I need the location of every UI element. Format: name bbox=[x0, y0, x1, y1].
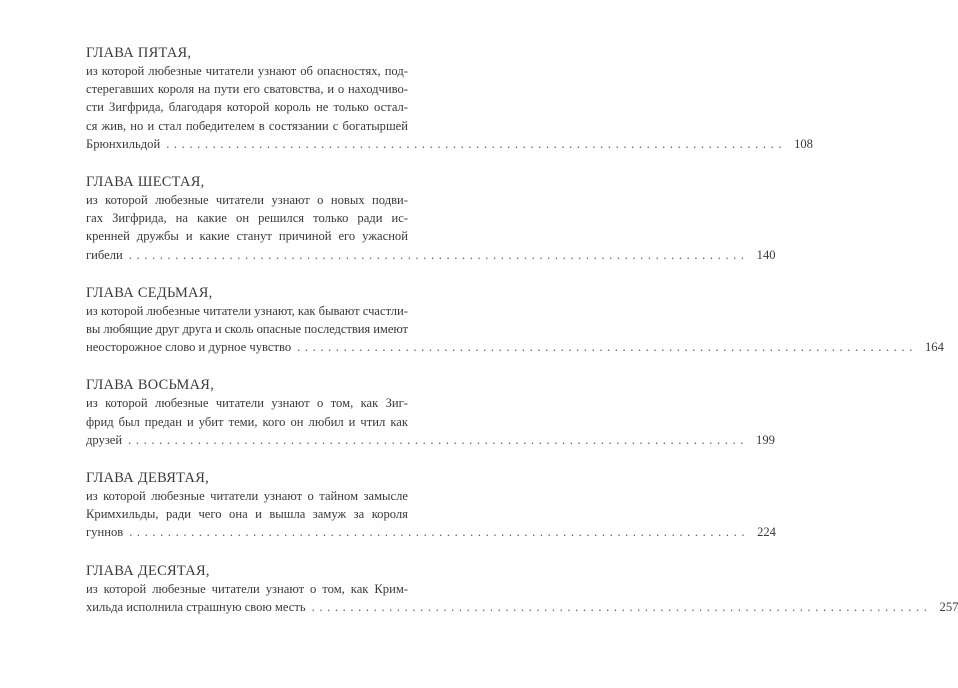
chapter-title: ГЛАВА СЕДЬМАЯ, bbox=[86, 284, 213, 301]
description-last-line bbox=[86, 246, 776, 264]
description-line: хильда исполнила страшную свою месть bbox=[86, 599, 306, 614]
description-line: гуннов bbox=[86, 525, 124, 540]
toc-entry[interactable] bbox=[86, 562, 958, 616]
dot-leader: ................................................................................ bbox=[297, 340, 917, 355]
page-number: 224 bbox=[757, 525, 776, 540]
chapter-title: ГЛАВА ВОСЬМАЯ, bbox=[86, 377, 215, 394]
description-line: друзей bbox=[86, 432, 123, 447]
description-line: гибели bbox=[86, 247, 123, 262]
description-line: из которой любезные читатели узнают о тайном замысле bbox=[86, 489, 408, 504]
toc-entry[interactable] bbox=[86, 44, 813, 153]
toc-entry[interactable] bbox=[86, 284, 944, 357]
page-number: 257 bbox=[939, 599, 958, 614]
description-line: кренней дружбы и какие станут причиной его ужасной bbox=[86, 229, 408, 244]
chapter-description bbox=[86, 302, 944, 357]
description-line: Брюнхильдой bbox=[86, 136, 161, 151]
page-number: 108 bbox=[794, 136, 813, 151]
description-last-line bbox=[86, 338, 944, 356]
page-number: 164 bbox=[925, 340, 944, 355]
description-last-line bbox=[86, 431, 775, 449]
chapter-description bbox=[86, 191, 776, 264]
toc-entry[interactable] bbox=[86, 469, 776, 542]
page-number: 199 bbox=[756, 432, 775, 447]
description-line: сти Зигфрида, благодаря которой король не только остал- bbox=[86, 100, 408, 115]
chapter-title: ГЛАВА ПЯТАЯ, bbox=[86, 45, 192, 61]
description-line: Кримхильды, ради чего она и вышла замуж за короля bbox=[86, 507, 408, 522]
description-line: неосторожное слово и дурное чувство bbox=[86, 340, 292, 355]
dot-leader: ................................................................................ bbox=[129, 525, 750, 540]
description-last-line bbox=[86, 598, 958, 616]
chapter-description bbox=[86, 62, 813, 153]
description-line: из которой любезные читатели узнают о новых подви- bbox=[86, 193, 408, 208]
description-line: стерегавших короля на пути его сватовства, и о находчиво- bbox=[86, 82, 408, 97]
description-line: ся жив, но и стал победителем в состязании с богатыршей bbox=[86, 118, 408, 133]
description-last-line bbox=[86, 523, 776, 541]
page-number: 140 bbox=[756, 247, 776, 262]
chapter-description bbox=[86, 487, 776, 542]
description-line: вы любящие друг друга и сколь опасные последствия имеют bbox=[86, 322, 408, 337]
toc-entry[interactable] bbox=[86, 376, 775, 449]
dot-leader: ................................................................................ bbox=[311, 599, 932, 614]
description-line: из которой любезные читатели узнают, как бывают счастли- bbox=[86, 303, 408, 318]
description-line: из которой любезные читатели узнают об опасностях, под- bbox=[86, 64, 408, 78]
description-line: гах Зигфрида, на какие он решился только ради ис- bbox=[86, 211, 408, 226]
description-line: из которой любезные читатели узнают о том, как Зиг- bbox=[86, 396, 408, 411]
table-of-contents bbox=[86, 44, 958, 636]
toc-entry[interactable] bbox=[86, 173, 776, 264]
chapter-title: ГЛАВА ШЕСТАЯ, bbox=[86, 174, 205, 191]
description-last-line bbox=[86, 135, 813, 153]
chapter-title: ГЛАВА ДЕВЯТАЯ, bbox=[86, 470, 210, 487]
dot-leader: ................................................................................ bbox=[128, 432, 749, 447]
chapter-title: ГЛАВА ДЕСЯТАЯ, bbox=[86, 562, 210, 579]
description-line: из которой любезные читатели узнают о том, как Крим- bbox=[86, 581, 408, 596]
dot-leader: ................................................................................ bbox=[128, 247, 749, 262]
description-line: фрид был предан и убит теми, кого он любил и чтил как bbox=[86, 414, 408, 429]
chapter-description bbox=[86, 394, 775, 449]
dot-leader: ................................................................................ bbox=[166, 136, 787, 151]
chapter-description bbox=[86, 580, 958, 616]
